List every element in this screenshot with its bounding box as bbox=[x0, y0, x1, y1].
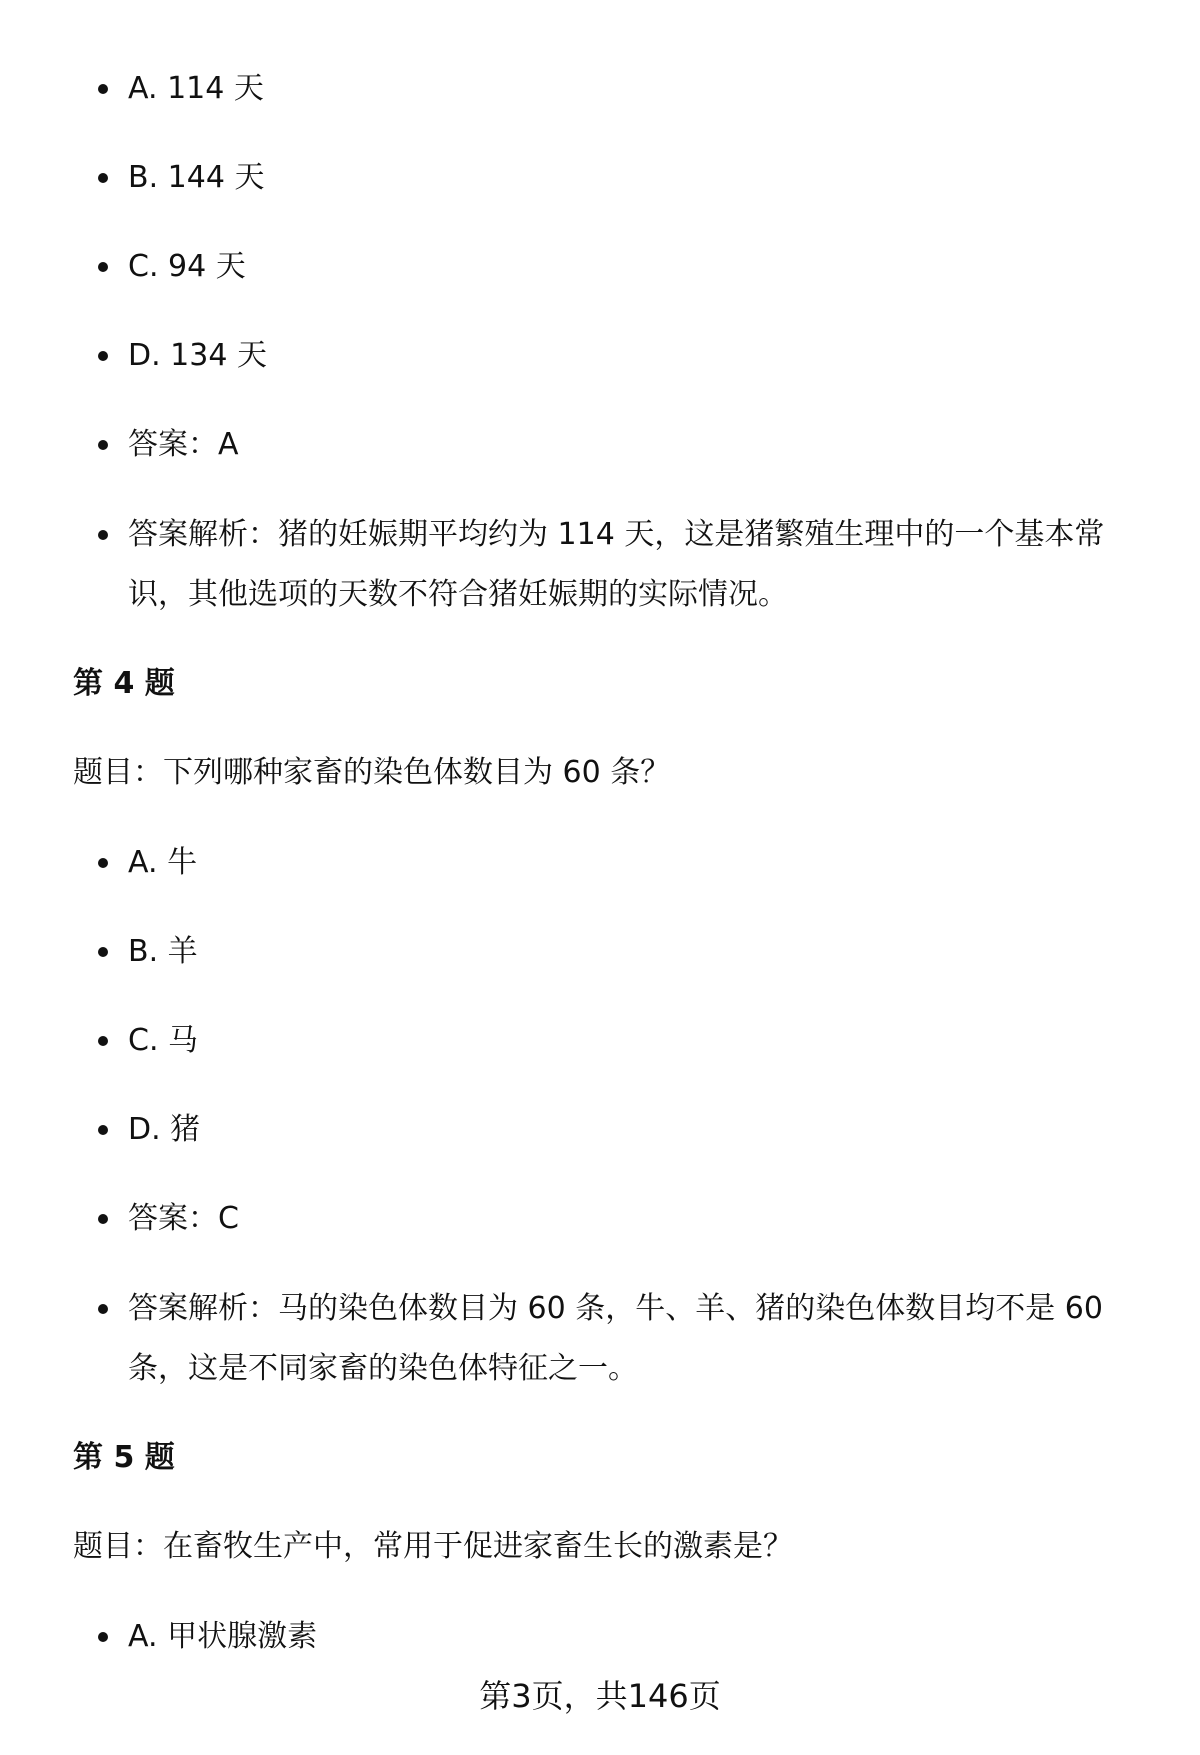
answer-explanation: 答案解析：马的染色体数目为 60 条，牛、羊、猪的染色体数目均不是 60 条，这是不同家畜的染色体特征之一。 bbox=[0, 1263, 1200, 1399]
question-5-heading: 第 5 题 bbox=[73, 1440, 175, 1475]
option-c: C. 94 天 bbox=[0, 222, 1200, 311]
question-5-options bbox=[0, 1592, 1200, 1681]
question-5-body bbox=[0, 1592, 1200, 1681]
option-a: A. 甲状腺激素 bbox=[0, 1592, 1200, 1681]
option-a: A. 牛 bbox=[0, 818, 1200, 907]
option-b: B. 羊 bbox=[0, 907, 1200, 996]
option-d: D. 猪 bbox=[0, 1085, 1200, 1174]
answer-explanation: 答案解析：猪的妊娠期平均约为 114 天，这是猪繁殖生理中的一个基本常识，其他选项的天数不符合猪妊娠期的实际情况。 bbox=[0, 489, 1200, 625]
page-indicator: 第3页，共146页 bbox=[479, 1677, 721, 1715]
option-a: A. 114 天 bbox=[0, 44, 1200, 133]
question-5-stem: 题目：在畜牧生产中，常用于促进家畜生长的激素是？ bbox=[73, 1529, 793, 1564]
question-4-body bbox=[0, 818, 1200, 1399]
question-3-tail bbox=[0, 44, 1200, 625]
answer: 答案：C bbox=[0, 1174, 1200, 1263]
question-4-heading: 第 4 题 bbox=[73, 666, 175, 701]
answer: 答案：A bbox=[0, 400, 1200, 489]
question-3-options bbox=[0, 44, 1200, 625]
option-b: B. 144 天 bbox=[0, 133, 1200, 222]
option-c: C. 马 bbox=[0, 996, 1200, 1085]
question-4-options bbox=[0, 818, 1200, 1399]
option-d: D. 134 天 bbox=[0, 311, 1200, 400]
question-4-stem: 题目：下列哪种家畜的染色体数目为 60 条？ bbox=[73, 755, 671, 790]
